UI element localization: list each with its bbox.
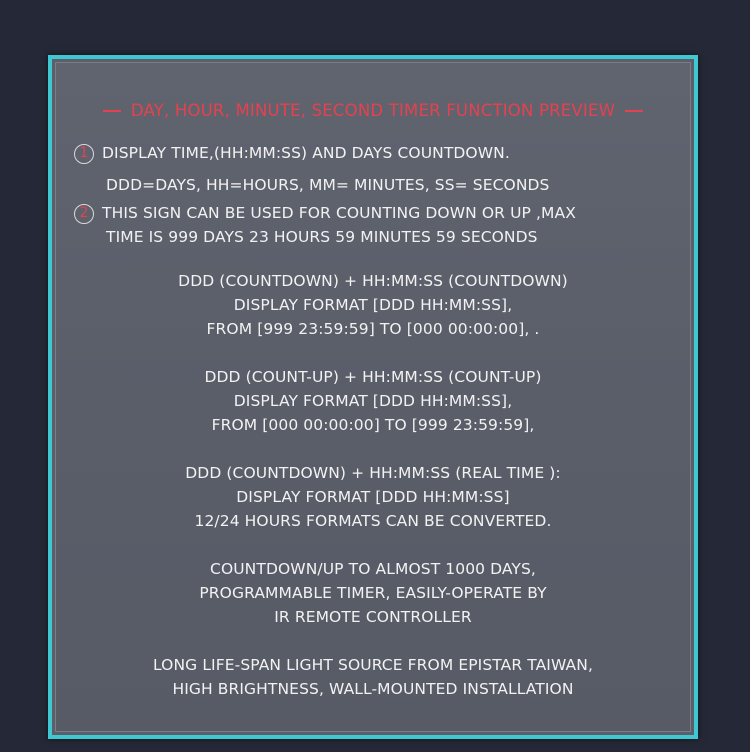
- block-3-line-3: 12/24 HOURS FORMATS CAN BE CONVERTED.: [194, 512, 552, 530]
- number-badge-1: 1: [74, 144, 94, 164]
- title-row: [56, 101, 690, 120]
- list-item-2: [74, 204, 576, 224]
- countdown-format-block: [56, 269, 690, 341]
- programmable-timer-block: [56, 557, 690, 629]
- info-panel: [55, 62, 691, 732]
- title-left-dash: [103, 110, 121, 112]
- item-2-line-1: THIS SIGN CAN BE USED FOR COUNTING DOWN OR UP ,MAX: [102, 204, 576, 222]
- block-2-line-2: DISPLAY FORMAT [DDD HH:MM:SS],: [233, 392, 513, 410]
- block-1-line-2: DISPLAY FORMAT [DDD HH:MM:SS],: [233, 296, 513, 314]
- item-2-line-2: TIME IS 999 DAYS 23 HOURS 59 MINUTES 59 SECONDS: [106, 228, 538, 246]
- item-1-line-2: DDD=DAYS, HH=HOURS, MM= MINUTES, SS= SECONDS: [106, 176, 550, 194]
- block-5-line-2: HIGH BRIGHTNESS, WALL-MOUNTED INSTALLATION: [172, 680, 574, 698]
- block-4-line-3: IR REMOTE CONTROLLER: [274, 608, 472, 626]
- number-badge-2: 2: [74, 204, 94, 224]
- title-right-dash: [625, 110, 643, 112]
- block-2-line-3: FROM [000 00:00:00] TO [999 23:59:59],: [211, 416, 535, 434]
- panel-title: DAY, HOUR, MINUTE, SECOND TIMER FUNCTION PREVIEW: [130, 101, 616, 120]
- block-1-line-3: FROM [999 23:59:59] TO [000 00:00:00], .: [206, 320, 540, 338]
- countup-format-block: [56, 365, 690, 437]
- block-5-line-1: LONG LIFE-SPAN LIGHT SOURCE FROM EPISTAR TAIWAN,: [153, 656, 593, 674]
- block-4-line-2: PROGRAMMABLE TIMER, EASILY-OPERATE BY: [199, 584, 547, 602]
- realtime-format-block: [56, 461, 690, 533]
- block-4-line-1: COUNTDOWN/UP TO ALMOST 1000 DAYS,: [210, 560, 536, 578]
- block-1-line-1: DDD (COUNTDOWN) + HH:MM:SS (COUNTDOWN): [178, 272, 568, 290]
- block-3-line-2: DISPLAY FORMAT [DDD HH:MM:SS]: [236, 488, 510, 506]
- list-item-1: [74, 144, 510, 164]
- block-3-line-1: DDD (COUNTDOWN) + HH:MM:SS (REAL TIME ):: [185, 464, 561, 482]
- item-1-line-1: DISPLAY TIME,(HH:MM:SS) AND DAYS COUNTDOWN.: [102, 144, 510, 162]
- light-source-block: [56, 653, 690, 701]
- info-panel-frame: [48, 55, 698, 739]
- block-2-line-1: DDD (COUNT-UP) + HH:MM:SS (COUNT-UP): [204, 368, 542, 386]
